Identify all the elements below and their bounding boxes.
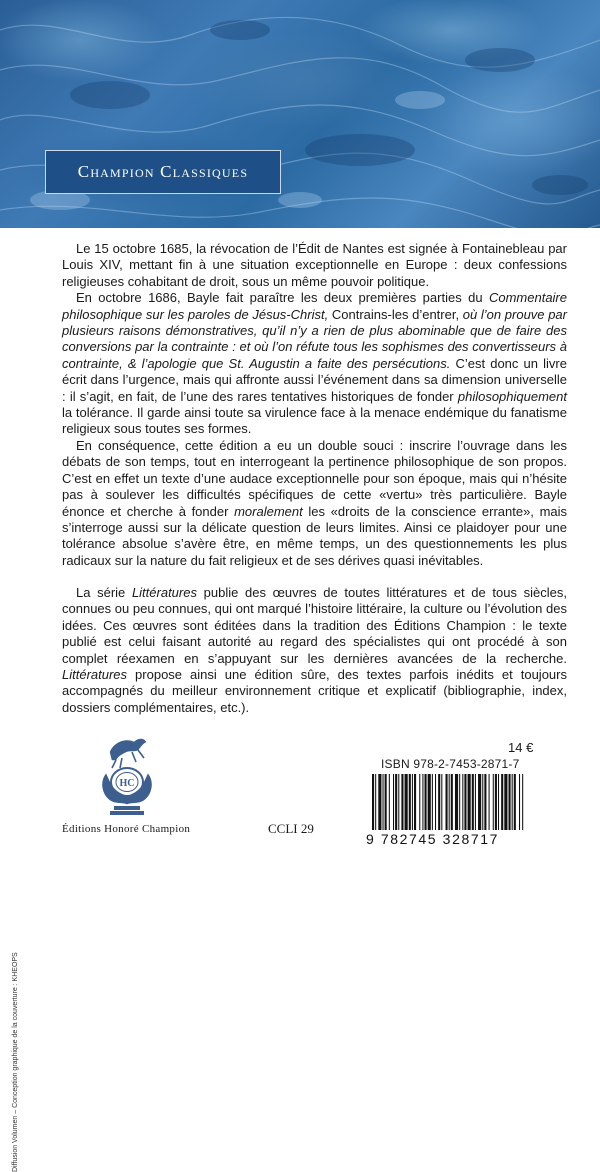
paragraph: [62, 585, 567, 716]
barcode-bar: [438, 774, 440, 830]
barcode-bar: [422, 774, 423, 830]
barcode-bar: [522, 774, 523, 830]
barcode-bar: [482, 774, 483, 830]
cover-marbled-banner: [0, 0, 600, 228]
text-run: la tolérance. Il garde ainsi toute sa virulence face à la menace endémique du fanatisme religieux sous toutes ses formes.: [62, 405, 567, 437]
series-description: [62, 585, 567, 716]
barcode-bar: [389, 774, 390, 830]
barcode-bar: [393, 774, 394, 830]
text-run: les «droits de la conscience errante», mais s’interroge aussi sur la délicate question de leurs limites. Ainsi ce plaidoyer pour une tolérance absolue s’avère être, en même temps, un des questionnements les plus radicaux sur la nature du fait religieux et de ses dérives quasi inévitables.: [62, 503, 568, 568]
barcode-bar: [372, 774, 374, 830]
barcode-bar: [385, 774, 387, 830]
barcode-bar: [519, 774, 520, 830]
paragraph: [62, 241, 567, 290]
text-run: C’est donc un livre écrit dans l’urgence, mais qui affronte aussi l’événement dans sa dimension universelle : il s’agit, en fait, de l’une des rares tentatives historiques de fonder: [62, 355, 567, 404]
barcode-bar: [464, 774, 466, 830]
barcode-bar: [425, 774, 427, 830]
italic-text: Littératures: [62, 667, 128, 683]
barcode-bar: [414, 774, 416, 830]
price: 14 €: [508, 740, 534, 755]
barcode-bar: [446, 774, 448, 830]
barcode-bar: [512, 774, 513, 830]
italic-text: Littératures: [131, 585, 197, 600]
barcode-bar: [441, 774, 442, 830]
barcode-bar: [498, 774, 499, 830]
collection-number: CCLI 29: [268, 821, 314, 836]
italic-text: philosophiquement: [457, 388, 567, 404]
text-run: La série: [76, 585, 132, 600]
italic-text: Commentaire philosophique sur les paroles de Jésus-Christ,: [62, 290, 567, 322]
text-run: En octobre 1686, Bayle fait paraître les deux premières parties du: [76, 290, 489, 306]
barcode-bar: [409, 774, 411, 830]
barcode-bar: [412, 774, 413, 830]
barcode-bar: [484, 774, 486, 830]
text-run: Contrains-les d’entrer,: [328, 306, 463, 322]
barcode-bar: [468, 774, 471, 830]
publisher-logo-icon: [92, 730, 162, 820]
vertical-credits: [12, 559, 26, 1172]
text-run: Le 15 octobre 1685, la révocation de l’Édit de Nantes est signée à Fontainebleau par Louis XIV, mettant fin à une situation exceptionnelle en Europe : deux confessions religieuses cohabitant de droit, sous un même pouvoir politique.: [62, 241, 567, 289]
barcode-bar: [459, 774, 460, 830]
barcode-bar: [475, 774, 476, 830]
barcode-bar: [504, 774, 507, 830]
barcode-bar: [449, 774, 450, 830]
text-run: propose ainsi une édition sûre, des textes parfois inédits et toujours accompagnés du meilleur environnement critique et explicatif (bibliographie, index, dossiers complémentaires, etc.).: [62, 667, 567, 715]
barcode-bar: [451, 774, 453, 830]
barcode-bar: [395, 774, 397, 830]
publisher-name: Éditions Honoré Champion: [62, 823, 191, 835]
barcode-bar: [398, 774, 399, 830]
barcode-bar: [501, 774, 503, 830]
barcode-bar: [495, 774, 497, 830]
barcode-bar: [375, 774, 376, 830]
barcode-bar: [401, 774, 403, 830]
book-description: [62, 241, 567, 569]
text-run: En conséquence, cette édition a eu un double souci : inscrire l’ouvrage dans les débats de son temps, tout en interrogeant la pertinence philosophique de son propos. C’est en effet un texte d’une audace exceptionnelle pour son époque, mais qui n’hésite pas à soulever les difficultés spécifiques de cette «vertu» très particulière. Bayle énonce et cherche à fonder: [62, 437, 567, 519]
text-run: publie des œuvres de toutes littératures et de tous siècles, connues ou peu connues, qui ont marqué l’histoire littéraire, la culture ou l’évolution des idées. Ces œuvres sont éditées dans la tradition des Éditions Champion : le texte publié est celui faisant autorité au regard des spécialistes qui ont procédé à son complet réexamen en s’appuyant sur les dernières avancées de la recherche.: [62, 585, 567, 666]
barcode-bar: [378, 774, 381, 830]
barcode-bar: [428, 774, 431, 830]
barcode-bar: [509, 774, 511, 830]
barcode-bar: [405, 774, 408, 830]
logo-monogram: HC: [119, 778, 135, 789]
barcode-bar: [472, 774, 474, 830]
credits-text: Diffusion Volumen – Conception graphique de la couverture : KHEOPS: [12, 952, 19, 1172]
barcode-bar: [383, 774, 384, 830]
italic-text: où l’on prouve par plusieurs raisons démonstratives, qu’il n’y a rien de plus abominable que de faire des conversions par la contrainte : et où l’on réfute tous les sophismes des convertisseurs à contrainte, & l’apologie que St. Augustin a faite des persécutions.: [62, 306, 567, 371]
barcode-bar: [435, 774, 436, 830]
barcode-bar: [478, 774, 481, 830]
series-title: Champion Classiques: [77, 162, 249, 181]
barcode-bar: [514, 774, 516, 830]
italic-text: moralement: [234, 503, 303, 519]
barcode-bar: [493, 774, 494, 830]
isbn-label: ISBN 978-2-7453-2871-7: [381, 757, 520, 771]
paragraph: [62, 438, 567, 569]
series-title-box: [45, 150, 281, 194]
paragraph: [62, 290, 567, 438]
barcode-bar: [455, 774, 458, 830]
barcode-bar: [419, 774, 420, 830]
barcode-bar: [432, 774, 433, 830]
barcode-bar: [489, 774, 490, 830]
barcode-number: 9 782745 328717: [366, 831, 499, 847]
barcode-bar: [462, 774, 463, 830]
